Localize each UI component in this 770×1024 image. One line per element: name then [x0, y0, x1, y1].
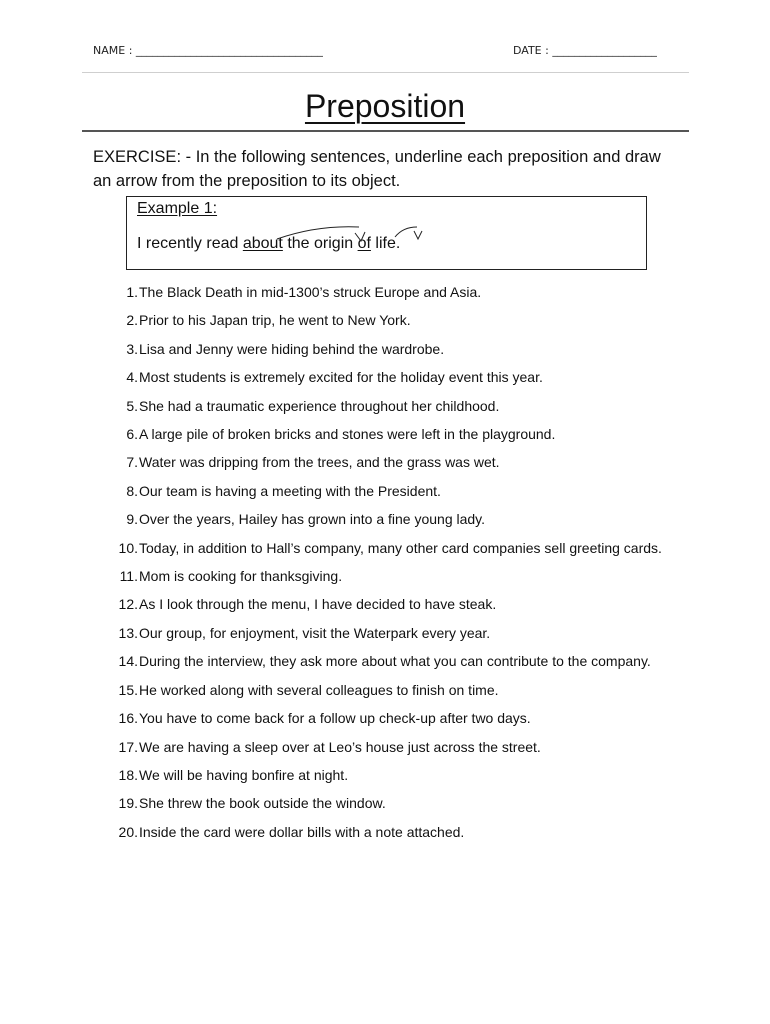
sentence-text: Mom is cooking for thanksgiving.: [139, 568, 343, 585]
sentence-item: [108, 590, 678, 618]
sentence-text: Our group, for enjoyment, visit the Waterpark every year.: [139, 624, 491, 641]
sentence-number: 5.: [126, 397, 138, 414]
example-preposition-of: of: [357, 235, 371, 252]
sentence-item: [108, 505, 678, 533]
sentence-text: Over the years, Hailey has grown into a fine young lady.: [139, 511, 486, 528]
sentence-text: Inside the card were dollar bills with a note attached.: [139, 823, 465, 840]
sentence-text: We will be having bonfire at night.: [139, 766, 349, 783]
header-divider: [82, 72, 689, 73]
sentence-item: [108, 562, 678, 590]
sentence-number: 16.: [118, 710, 138, 727]
sentence-item: [108, 477, 678, 505]
sentence-number: 18.: [118, 766, 138, 783]
example-box: [126, 196, 647, 270]
sentence-text: Our team is having a meeting with the President.: [139, 482, 441, 499]
sentence-number: 6.: [126, 426, 138, 443]
sentence-item: [108, 789, 678, 817]
sentence-number: 12.: [118, 596, 138, 613]
sentence-text: She threw the book outside the window.: [139, 795, 386, 812]
page-title: Preposition: [304, 88, 466, 124]
sentence-number: 1.: [126, 284, 138, 300]
sentence-item: [108, 392, 678, 420]
header-row: [93, 44, 677, 62]
example-preposition-about: about: [242, 235, 283, 252]
sentence-text: Prior to his Japan trip, he went to New York.: [139, 312, 411, 329]
arrow-of-to-life-head: [414, 231, 422, 239]
example-title: Example 1:: [137, 200, 218, 217]
sentence-number: 4.: [126, 369, 138, 386]
sentence-text: She had a traumatic experience throughout her childhood.: [139, 397, 500, 414]
sentence-text: Lisa and Jenny were hiding behind the wardrobe.: [139, 340, 445, 357]
sentence-number: 13.: [118, 624, 138, 641]
title-divider: [82, 130, 689, 132]
arrow-about-to-origin: [277, 227, 359, 239]
sentence-item: [108, 420, 678, 448]
sentence-text: As I look through the menu, I have decided to have steak.: [139, 596, 497, 613]
sentence-text: Water was dripping from the trees, and the grass was wet.: [139, 454, 500, 471]
example-text-part: I recently read: [137, 235, 243, 252]
sentence-item: [108, 676, 678, 704]
sentence-item: [108, 761, 678, 789]
example-text-part: the origin: [282, 235, 358, 252]
sentence-text: He worked along with several colleagues to finish on time.: [139, 681, 499, 698]
arrow-of-to-life: [395, 227, 417, 237]
sentence-text: During the interview, they ask more about what you can contribute to the company.: [139, 653, 651, 670]
name-field-label: NAME : __________________________________: [93, 44, 323, 57]
sentence-number: 3.: [126, 340, 138, 357]
sentence-item: [108, 278, 678, 306]
sentence-text: You have to come back for a follow up check-up after two days.: [139, 710, 531, 727]
sentence-number: 7.: [126, 454, 138, 471]
sentence-number: 8.: [126, 482, 138, 499]
sentence-number: 15.: [118, 681, 138, 698]
sentence-number: 11.: [119, 568, 138, 585]
sentence-item: [108, 619, 678, 647]
sentence-number: 20.: [118, 823, 138, 840]
sentence-item: [108, 306, 678, 334]
sentence-item: [108, 733, 678, 761]
arrow-about-to-origin-head: [355, 232, 365, 241]
sentence-number: 10.: [118, 539, 138, 556]
example-text-part: life.: [370, 235, 401, 252]
sentence-number: 2.: [126, 312, 138, 329]
exercise-instruction: EXERCISE: - In the following sentences, underline each preposition and draw an arrow from the preposition to its object.: [93, 148, 661, 190]
sentence-item: [108, 647, 678, 675]
sentence-item: [108, 448, 678, 476]
sentence-text: Today, in addition to Hall’s company, many other card companies sell greeting cards.: [139, 539, 662, 556]
sentence-item: [108, 704, 678, 732]
sentence-item: [108, 534, 678, 562]
sentence-text: The Black Death in mid-1300’s struck Europe and Asia.: [139, 284, 482, 300]
sentence-text: Most students is extremely excited for the holiday event this year.: [139, 369, 543, 386]
sentence-text: A large pile of broken bricks and stones were left in the playground.: [139, 426, 556, 443]
sentence-text: We are having a sleep over at Leo’s house just across the street.: [139, 738, 541, 755]
example-arrows: [127, 197, 648, 271]
sentence-number: 14.: [118, 653, 138, 670]
sentence-item: [108, 335, 678, 363]
sentence-item: [108, 363, 678, 391]
date-field-label: DATE : ___________________: [513, 44, 657, 57]
sentence-number: 9.: [126, 511, 138, 528]
sentence-number: 17.: [118, 738, 138, 755]
sentence-item: [108, 818, 678, 846]
sentence-number: 19.: [118, 795, 138, 812]
sentence-list: [108, 278, 678, 846]
